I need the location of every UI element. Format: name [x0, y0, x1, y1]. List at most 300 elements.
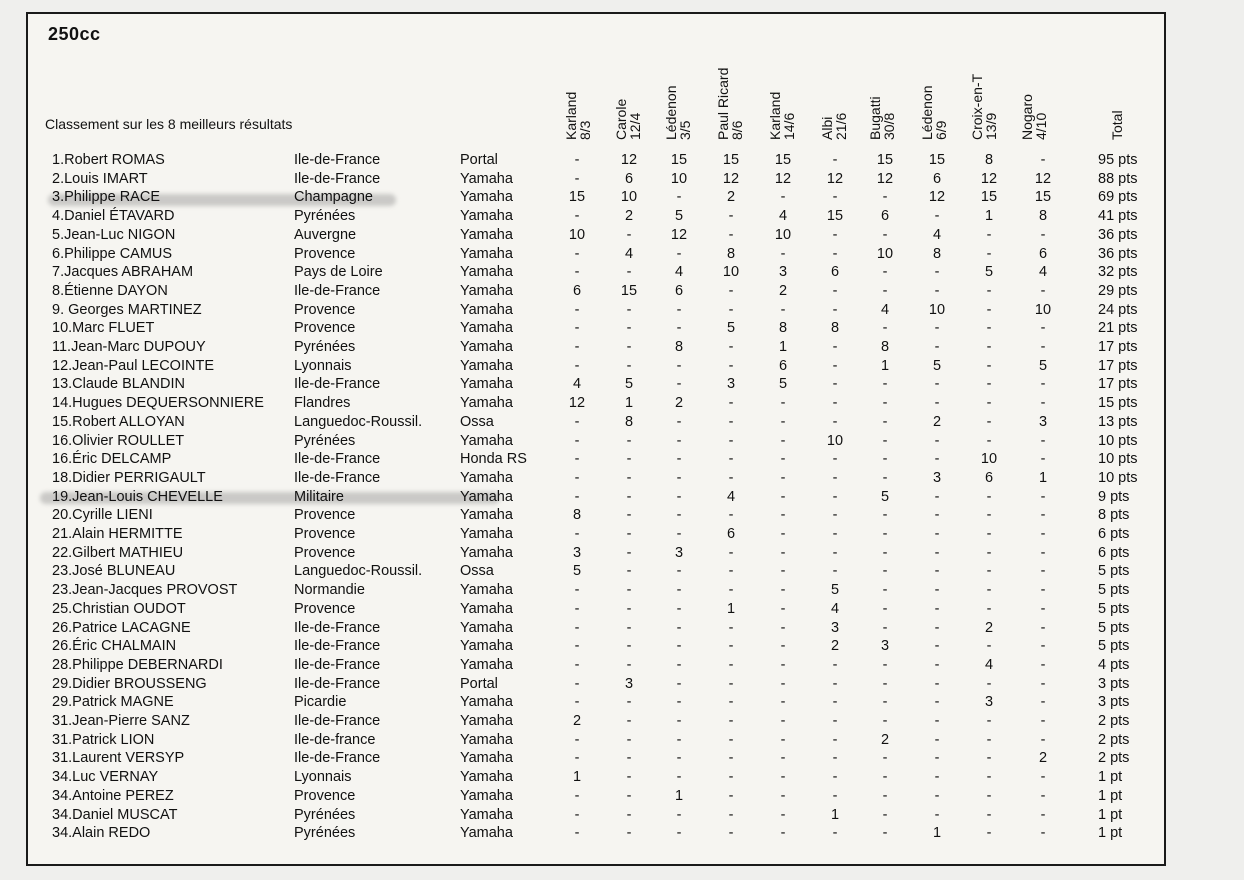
race-score: -	[882, 656, 888, 673]
race-score: -	[676, 376, 682, 393]
race-score: -	[728, 544, 734, 561]
race-score: -	[676, 526, 682, 542]
table-row	[0, 694, 1244, 712]
race-score: 12	[722, 170, 740, 187]
rider-name: 25.Christian OUDOT	[52, 600, 186, 617]
rider-name: 1.Robert ROMAS	[52, 152, 165, 168]
race-score: 2	[726, 189, 736, 206]
race-score: -	[882, 376, 888, 393]
race-score: -	[882, 544, 888, 561]
race-score: -	[676, 600, 682, 617]
race-score: 2	[624, 208, 634, 225]
rider-name: 8.Étienne DAYON	[52, 282, 168, 299]
race-header: Bugatti 30/8	[867, 96, 897, 140]
race-score: -	[934, 544, 940, 561]
rider-name: 14.Hugues DEQUERSONNIERE	[52, 395, 264, 412]
race-score: -	[934, 563, 940, 580]
race-score: 2	[880, 731, 890, 748]
race-score: -	[728, 656, 734, 673]
table-row	[0, 713, 1244, 731]
total-points: 5 pts	[1098, 638, 1130, 655]
race-score: 2	[778, 282, 788, 299]
rider-bike: Yamaha	[460, 208, 513, 225]
race-score: -	[626, 226, 632, 243]
race-score: -	[1040, 282, 1046, 299]
rider-bike: Ossa	[460, 413, 494, 430]
race-score: -	[986, 376, 992, 393]
rider-name: 23.Jean-Jacques PROVOST	[52, 582, 238, 599]
race-score: -	[1040, 787, 1046, 804]
total-points: 17 pts	[1098, 357, 1138, 374]
race-score: 8	[830, 320, 840, 337]
rider-bike: Yamaha	[460, 600, 513, 617]
race-score: 12	[826, 170, 844, 187]
race-score: -	[728, 638, 734, 655]
total-points: 36 pts	[1098, 245, 1138, 262]
race-score: 3	[830, 619, 840, 636]
rider-region: Provence	[294, 526, 356, 542]
race-score: -	[934, 675, 940, 692]
total-points: 2 pts	[1098, 750, 1130, 767]
rider-bike: Yamaha	[460, 320, 513, 337]
rider-region: Ile-de-France	[294, 469, 381, 486]
rider-bike: Yamaha	[460, 469, 513, 486]
table-row	[0, 825, 1244, 843]
race-score: 15	[670, 152, 688, 168]
race-score: -	[934, 600, 940, 617]
race-score: -	[934, 638, 940, 655]
rider-region: Provence	[294, 245, 356, 262]
race-score: 6	[778, 357, 788, 374]
race-score: -	[626, 526, 632, 542]
race-score: 10	[1034, 301, 1052, 318]
race-score: -	[882, 189, 888, 206]
total-points: 24 pts	[1098, 301, 1138, 318]
race-score: -	[882, 282, 888, 299]
race-score: -	[574, 488, 580, 505]
race-score: 2	[572, 713, 582, 729]
race-score: -	[676, 638, 682, 655]
race-header: Lédenon 6/9	[919, 85, 949, 140]
rider-bike: Yamaha	[460, 488, 513, 505]
rider-name: 3.Philippe RACE	[52, 189, 160, 206]
rider-bike: Yamaha	[460, 656, 513, 673]
table-row	[0, 526, 1244, 544]
race-score: -	[882, 526, 888, 542]
race-score: -	[934, 787, 940, 804]
race-score: -	[728, 413, 734, 430]
rider-region: Provence	[294, 507, 356, 524]
race-score: -	[1040, 320, 1046, 337]
race-score: 4	[674, 264, 684, 281]
race-score: -	[676, 769, 682, 786]
race-score: -	[780, 694, 786, 711]
race-score: -	[626, 619, 632, 636]
rider-name: 12.Jean-Paul LECOINTE	[52, 357, 214, 374]
race-header: Albi 21/6	[819, 112, 849, 140]
race-score: -	[832, 750, 838, 767]
rider-region: Normandie	[294, 582, 365, 599]
race-score: -	[626, 339, 632, 355]
race-score: -	[882, 582, 888, 599]
race-score: -	[728, 582, 734, 599]
race-score: -	[728, 507, 734, 524]
race-score: -	[676, 806, 682, 823]
race-score: 12	[568, 395, 586, 412]
table-row	[0, 302, 1244, 320]
rider-region: Auvergne	[294, 226, 357, 243]
race-score: -	[1040, 226, 1046, 243]
table-row	[0, 732, 1244, 750]
race-score: -	[574, 526, 580, 542]
race-score: -	[882, 675, 888, 692]
rider-region: Picardie	[294, 694, 347, 711]
rider-bike: Yamaha	[460, 376, 513, 393]
race-score: -	[676, 432, 682, 449]
race-score: -	[986, 825, 992, 842]
race-score: -	[986, 750, 992, 767]
race-score: -	[1040, 619, 1046, 636]
race-score: 8	[1038, 208, 1048, 225]
table-row	[0, 769, 1244, 787]
race-score: -	[934, 769, 940, 786]
race-score: 15	[774, 152, 792, 168]
rider-bike: Yamaha	[460, 825, 513, 842]
race-score: -	[676, 582, 682, 599]
race-score: -	[1040, 507, 1046, 524]
rider-region: Pyrénées	[294, 806, 356, 823]
table-row	[0, 620, 1244, 638]
race-score: -	[574, 619, 580, 636]
table-row	[0, 320, 1244, 338]
race-score: -	[1040, 600, 1046, 617]
race-score: -	[626, 320, 632, 337]
race-score: -	[780, 582, 786, 599]
race-score: 15	[876, 152, 894, 168]
race-score: -	[986, 713, 992, 729]
race-score: -	[780, 806, 786, 823]
race-score: 5	[880, 488, 890, 505]
race-score: -	[934, 750, 940, 767]
race-score: 1	[778, 339, 788, 355]
race-score: -	[832, 245, 838, 262]
race-score: -	[728, 731, 734, 748]
race-score: 12	[876, 170, 894, 187]
race-score: -	[780, 787, 786, 804]
race-score: -	[780, 563, 786, 580]
race-score: -	[882, 226, 888, 243]
race-score: -	[728, 825, 734, 842]
total-points: 69 pts	[1098, 189, 1138, 206]
table-row	[0, 414, 1244, 432]
race-score: 1	[830, 806, 840, 823]
rider-region: Pyrénées	[294, 339, 356, 355]
race-score: -	[728, 395, 734, 412]
race-score: -	[780, 713, 786, 729]
race-score: 12	[670, 226, 688, 243]
race-score: -	[780, 507, 786, 524]
race-score: -	[1040, 713, 1046, 729]
race-score: -	[986, 395, 992, 412]
race-score: 8	[624, 413, 634, 430]
race-score: -	[728, 694, 734, 711]
race-score: -	[986, 731, 992, 748]
race-score: -	[986, 226, 992, 243]
race-score: -	[1040, 432, 1046, 449]
race-score: -	[832, 787, 838, 804]
race-score: -	[626, 787, 632, 804]
race-score: -	[832, 825, 838, 842]
race-score: 3	[1038, 413, 1048, 430]
rider-region: Ile-de-France	[294, 656, 381, 673]
race-score: 1	[572, 769, 582, 786]
race-score: 5	[932, 357, 942, 374]
rider-name: 9. Georges MARTINEZ	[52, 301, 202, 318]
race-score: -	[574, 582, 580, 599]
race-score: -	[780, 769, 786, 786]
total-points: 15 pts	[1098, 395, 1138, 412]
rider-region: Ile-de-France	[294, 619, 381, 636]
race-score: -	[676, 189, 682, 206]
rider-bike: Yamaha	[460, 731, 513, 748]
race-score: -	[986, 432, 992, 449]
race-score: 8	[726, 245, 736, 262]
race-score: -	[1040, 376, 1046, 393]
race-score: -	[780, 526, 786, 542]
rider-region: Ile-de-france	[294, 731, 376, 748]
total-points: 2 pts	[1098, 713, 1130, 729]
rider-bike: Yamaha	[460, 507, 513, 524]
race-score: -	[882, 787, 888, 804]
race-score: -	[986, 526, 992, 542]
rider-region: Provence	[294, 301, 356, 318]
table-row	[0, 283, 1244, 301]
race-score: -	[780, 731, 786, 748]
race-score: 2	[984, 619, 994, 636]
race-score: -	[676, 563, 682, 580]
race-score: -	[1040, 694, 1046, 711]
table-row	[0, 433, 1244, 451]
race-score: 8	[778, 320, 788, 337]
race-score: -	[986, 245, 992, 262]
race-score: 6	[984, 469, 994, 486]
race-score: -	[676, 451, 682, 468]
race-score: 3	[778, 264, 788, 281]
race-score: -	[832, 769, 838, 786]
rider-bike: Yamaha	[460, 282, 513, 299]
total-points: 5 pts	[1098, 600, 1130, 617]
race-score: -	[574, 469, 580, 486]
race-header: Lédenon 3/5	[663, 85, 693, 140]
rider-name: 2.Louis IMART	[52, 170, 148, 187]
race-score: -	[626, 656, 632, 673]
rider-region: Languedoc-Roussil.	[294, 413, 423, 430]
rider-region: Pyrénées	[294, 208, 356, 225]
table-row	[0, 227, 1244, 245]
table-row	[0, 246, 1244, 264]
rider-region: Pays de Loire	[294, 264, 383, 281]
total-points: 1 pt	[1098, 806, 1123, 823]
rider-name: 21.Alain HERMITTE	[52, 526, 183, 542]
total-points: 1 pt	[1098, 825, 1123, 842]
table-row	[0, 657, 1244, 675]
rider-name: 11.Jean-Marc DUPOUY	[52, 339, 206, 355]
race-score: -	[780, 189, 786, 206]
race-header: Karland 8/3	[563, 91, 593, 140]
rider-bike: Yamaha	[460, 245, 513, 262]
race-score: -	[882, 600, 888, 617]
race-score: -	[986, 582, 992, 599]
total-points: 1 pt	[1098, 787, 1123, 804]
race-score: 15	[1034, 189, 1052, 206]
race-score: -	[986, 488, 992, 505]
race-score: -	[934, 488, 940, 505]
race-score: -	[780, 675, 786, 692]
race-score: 12	[1034, 170, 1052, 187]
rider-region: Provence	[294, 600, 356, 617]
total-points: 5 pts	[1098, 582, 1130, 599]
race-score: -	[832, 152, 838, 168]
race-score: -	[574, 600, 580, 617]
race-score: -	[832, 226, 838, 243]
race-score: 6	[572, 282, 582, 299]
race-score: -	[986, 507, 992, 524]
race-score: -	[1040, 152, 1046, 168]
race-score: -	[626, 694, 632, 711]
race-score: 8	[674, 339, 684, 355]
race-score: -	[986, 301, 992, 318]
table-row	[0, 582, 1244, 600]
race-score: 8	[932, 245, 942, 262]
race-score: -	[986, 806, 992, 823]
race-score: -	[986, 544, 992, 561]
rider-region: Languedoc-Roussil.	[294, 563, 423, 580]
race-score: -	[1040, 488, 1046, 505]
race-score: 10	[620, 189, 638, 206]
race-score: -	[832, 713, 838, 729]
race-score: -	[832, 339, 838, 355]
race-score: -	[574, 301, 580, 318]
race-score: -	[626, 750, 632, 767]
race-score: -	[832, 189, 838, 206]
rider-bike: Yamaha	[460, 806, 513, 823]
race-score: 1	[932, 825, 942, 842]
total-points: 9 pts	[1098, 488, 1130, 505]
race-score: -	[986, 563, 992, 580]
race-score: 3	[674, 544, 684, 561]
rider-bike: Yamaha	[460, 769, 513, 786]
race-score: -	[1040, 395, 1046, 412]
race-score: -	[676, 825, 682, 842]
total-points: 36 pts	[1098, 226, 1138, 243]
race-score: -	[934, 208, 940, 225]
rider-name: 22.Gilbert MATHIEU	[52, 544, 184, 561]
rider-region: Champagne	[294, 189, 373, 206]
race-score: -	[728, 713, 734, 729]
race-score: -	[986, 675, 992, 692]
race-score: -	[728, 619, 734, 636]
race-score: -	[832, 451, 838, 468]
total-points: 41 pts	[1098, 208, 1138, 225]
race-score: -	[934, 656, 940, 673]
race-score: -	[1040, 656, 1046, 673]
race-score: 4	[984, 656, 994, 673]
total-points: 17 pts	[1098, 376, 1138, 393]
race-score: 1	[726, 600, 736, 617]
race-score: -	[676, 694, 682, 711]
race-score: -	[676, 301, 682, 318]
race-score: -	[626, 469, 632, 486]
race-score: -	[934, 526, 940, 542]
race-score: 5	[830, 582, 840, 599]
total-points: 8 pts	[1098, 507, 1130, 524]
table-row	[0, 358, 1244, 376]
race-score: -	[626, 432, 632, 449]
race-score: -	[728, 675, 734, 692]
table-row	[0, 750, 1244, 768]
race-score: 2	[932, 413, 942, 430]
race-score: -	[934, 582, 940, 599]
rider-name: 26.Patrice LACAGNE	[52, 619, 191, 636]
total-points: 29 pts	[1098, 282, 1138, 299]
race-header: Paul Ricard 8/6	[715, 67, 745, 140]
rider-region: Provence	[294, 320, 356, 337]
race-score: -	[574, 320, 580, 337]
race-score: -	[934, 432, 940, 449]
rider-region: Provence	[294, 544, 356, 561]
race-score: -	[986, 339, 992, 355]
race-score: 6	[830, 264, 840, 281]
race-score: 8	[572, 507, 582, 524]
race-score: 5	[674, 208, 684, 225]
race-score: -	[832, 282, 838, 299]
table-row	[0, 171, 1244, 189]
race-score: 3	[572, 544, 582, 561]
race-score: -	[626, 731, 632, 748]
race-score: -	[1040, 339, 1046, 355]
race-score: -	[574, 208, 580, 225]
rider-name: 34.Alain REDO	[52, 825, 151, 842]
rider-bike: Yamaha	[460, 638, 513, 655]
rider-bike: Yamaha	[460, 339, 513, 355]
race-score: -	[882, 413, 888, 430]
race-score: -	[574, 750, 580, 767]
total-points: 3 pts	[1098, 694, 1130, 711]
race-score: -	[934, 320, 940, 337]
total-points: 10 pts	[1098, 451, 1138, 468]
table-row	[0, 376, 1244, 394]
race-score: -	[574, 731, 580, 748]
rider-bike: Yamaha	[460, 170, 513, 187]
race-score: -	[882, 825, 888, 842]
race-score: -	[676, 488, 682, 505]
race-score: -	[574, 413, 580, 430]
race-score: -	[1040, 769, 1046, 786]
race-score: -	[574, 264, 580, 281]
race-score: -	[1040, 451, 1046, 468]
total-points: 5 pts	[1098, 563, 1130, 580]
race-score: -	[626, 825, 632, 842]
total-header: Total	[1109, 110, 1125, 140]
race-score: -	[728, 787, 734, 804]
table-row	[0, 507, 1244, 525]
race-score: 10	[722, 264, 740, 281]
rider-name: 34.Daniel MUSCAT	[52, 806, 178, 823]
table-row	[0, 451, 1244, 469]
total-points: 32 pts	[1098, 264, 1138, 281]
table-row	[0, 395, 1244, 413]
race-score: 15	[928, 152, 946, 168]
